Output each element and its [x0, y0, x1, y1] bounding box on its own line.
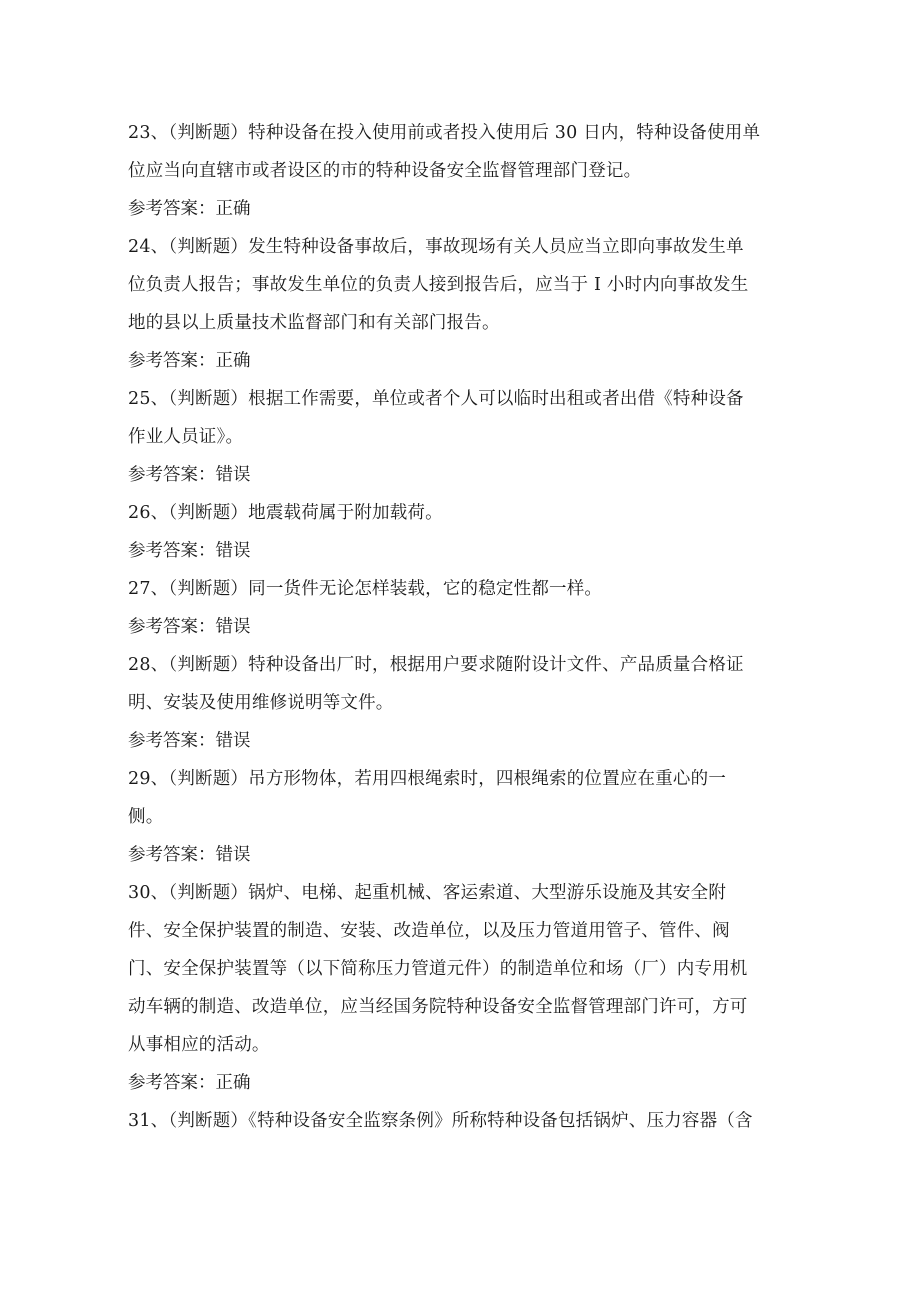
question-item	[128, 1102, 792, 1140]
question-item	[128, 494, 792, 570]
answer-label: 参考答案：	[128, 465, 216, 485]
question-text-line: 31、（判断题）《特种设备安全监察条例》所称特种设备包括锅炉、压力容器（含	[128, 1111, 753, 1131]
question-text-line: 位应当向直辖市或者设区的市的特种设备安全监督管理部门登记。	[128, 161, 642, 181]
question-text-line: 27、（判断题）同一货件无论怎样装载，它的稳定性都一样。	[128, 579, 603, 599]
question-text-line: 25、（判断题）根据工作需要，单位或者个人可以临时出租或者出借《特种设备	[128, 389, 744, 409]
answer-value: 错误	[215, 541, 251, 561]
question-text-line: 30、（判断题）锅炉、电梯、起重机械、客运索道、大型游乐设施及其安全附	[128, 883, 727, 903]
question-text-line: 28、（判断题）特种设备出厂时，根据用户要求随附设计文件、产品质量合格证	[128, 655, 744, 675]
question-item	[128, 570, 792, 646]
reference-answer	[128, 342, 792, 380]
question-text-line: 件、安全保护装置的制造、安装、改造单位，以及压力管道用管子、管件、阀	[128, 921, 730, 941]
question-item	[128, 380, 792, 494]
answer-value: 正确	[215, 351, 251, 371]
question-text-line: 明、安装及使用维修说明等文件。	[128, 693, 394, 713]
question-text-line: 门、安全保护装置等（以下简称压力管道元件）的制造单位和场（厂）内专用机	[128, 959, 748, 979]
question-list	[128, 114, 792, 1140]
reference-answer	[128, 456, 792, 494]
question-text-line: 位负责人报告；事故发生单位的负责人接到报告后，应当于 I 小时内向事故发生	[128, 275, 749, 295]
answer-value: 错误	[215, 731, 251, 751]
answer-value: 正确	[215, 199, 251, 219]
reference-answer	[128, 836, 792, 874]
reference-answer	[128, 608, 792, 646]
question-item	[128, 874, 792, 1102]
answer-label: 参考答案：	[128, 617, 216, 637]
question-item	[128, 114, 792, 228]
answer-label: 参考答案：	[128, 731, 216, 751]
question-text-line: 29、（判断题）吊方形物体，若用四根绳索时，四根绳索的位置应在重心的一	[128, 769, 727, 789]
question-item	[128, 228, 792, 380]
reference-answer	[128, 1064, 792, 1102]
question-text-line: 动车辆的制造、改造单位，应当经国务院特种设备安全监督管理部门许可，方可	[128, 997, 748, 1017]
reference-answer	[128, 722, 792, 760]
question-text-line: 23、（判断题）特种设备在投入使用前或者投入使用后 30 日内，特种设备使用单	[128, 123, 761, 143]
reference-answer	[128, 532, 792, 570]
answer-label: 参考答案：	[128, 351, 216, 371]
answer-label: 参考答案：	[128, 199, 216, 219]
answer-value: 正确	[215, 1073, 251, 1093]
question-text-line: 作业人员证》。	[128, 427, 244, 447]
question-item	[128, 646, 792, 760]
answer-value: 错误	[215, 465, 251, 485]
answer-value: 错误	[215, 617, 251, 637]
question-text-line: 26、（判断题）地震载荷属于附加载荷。	[128, 503, 443, 523]
answer-label: 参考答案：	[128, 845, 216, 865]
question-text-line: 侧。	[128, 807, 164, 827]
question-text-line: 地的县以上质量技术监督部门和有关部门报告。	[128, 313, 500, 333]
reference-answer	[128, 190, 792, 228]
question-text-line: 从事相应的活动。	[128, 1035, 270, 1055]
answer-label: 参考答案：	[128, 1073, 216, 1093]
question-item	[128, 760, 792, 874]
question-text-line: 24、（判断题）发生特种设备事故后，事故现场有关人员应当立即向事故发生单	[128, 237, 744, 257]
answer-value: 错误	[215, 845, 251, 865]
answer-label: 参考答案：	[128, 541, 216, 561]
